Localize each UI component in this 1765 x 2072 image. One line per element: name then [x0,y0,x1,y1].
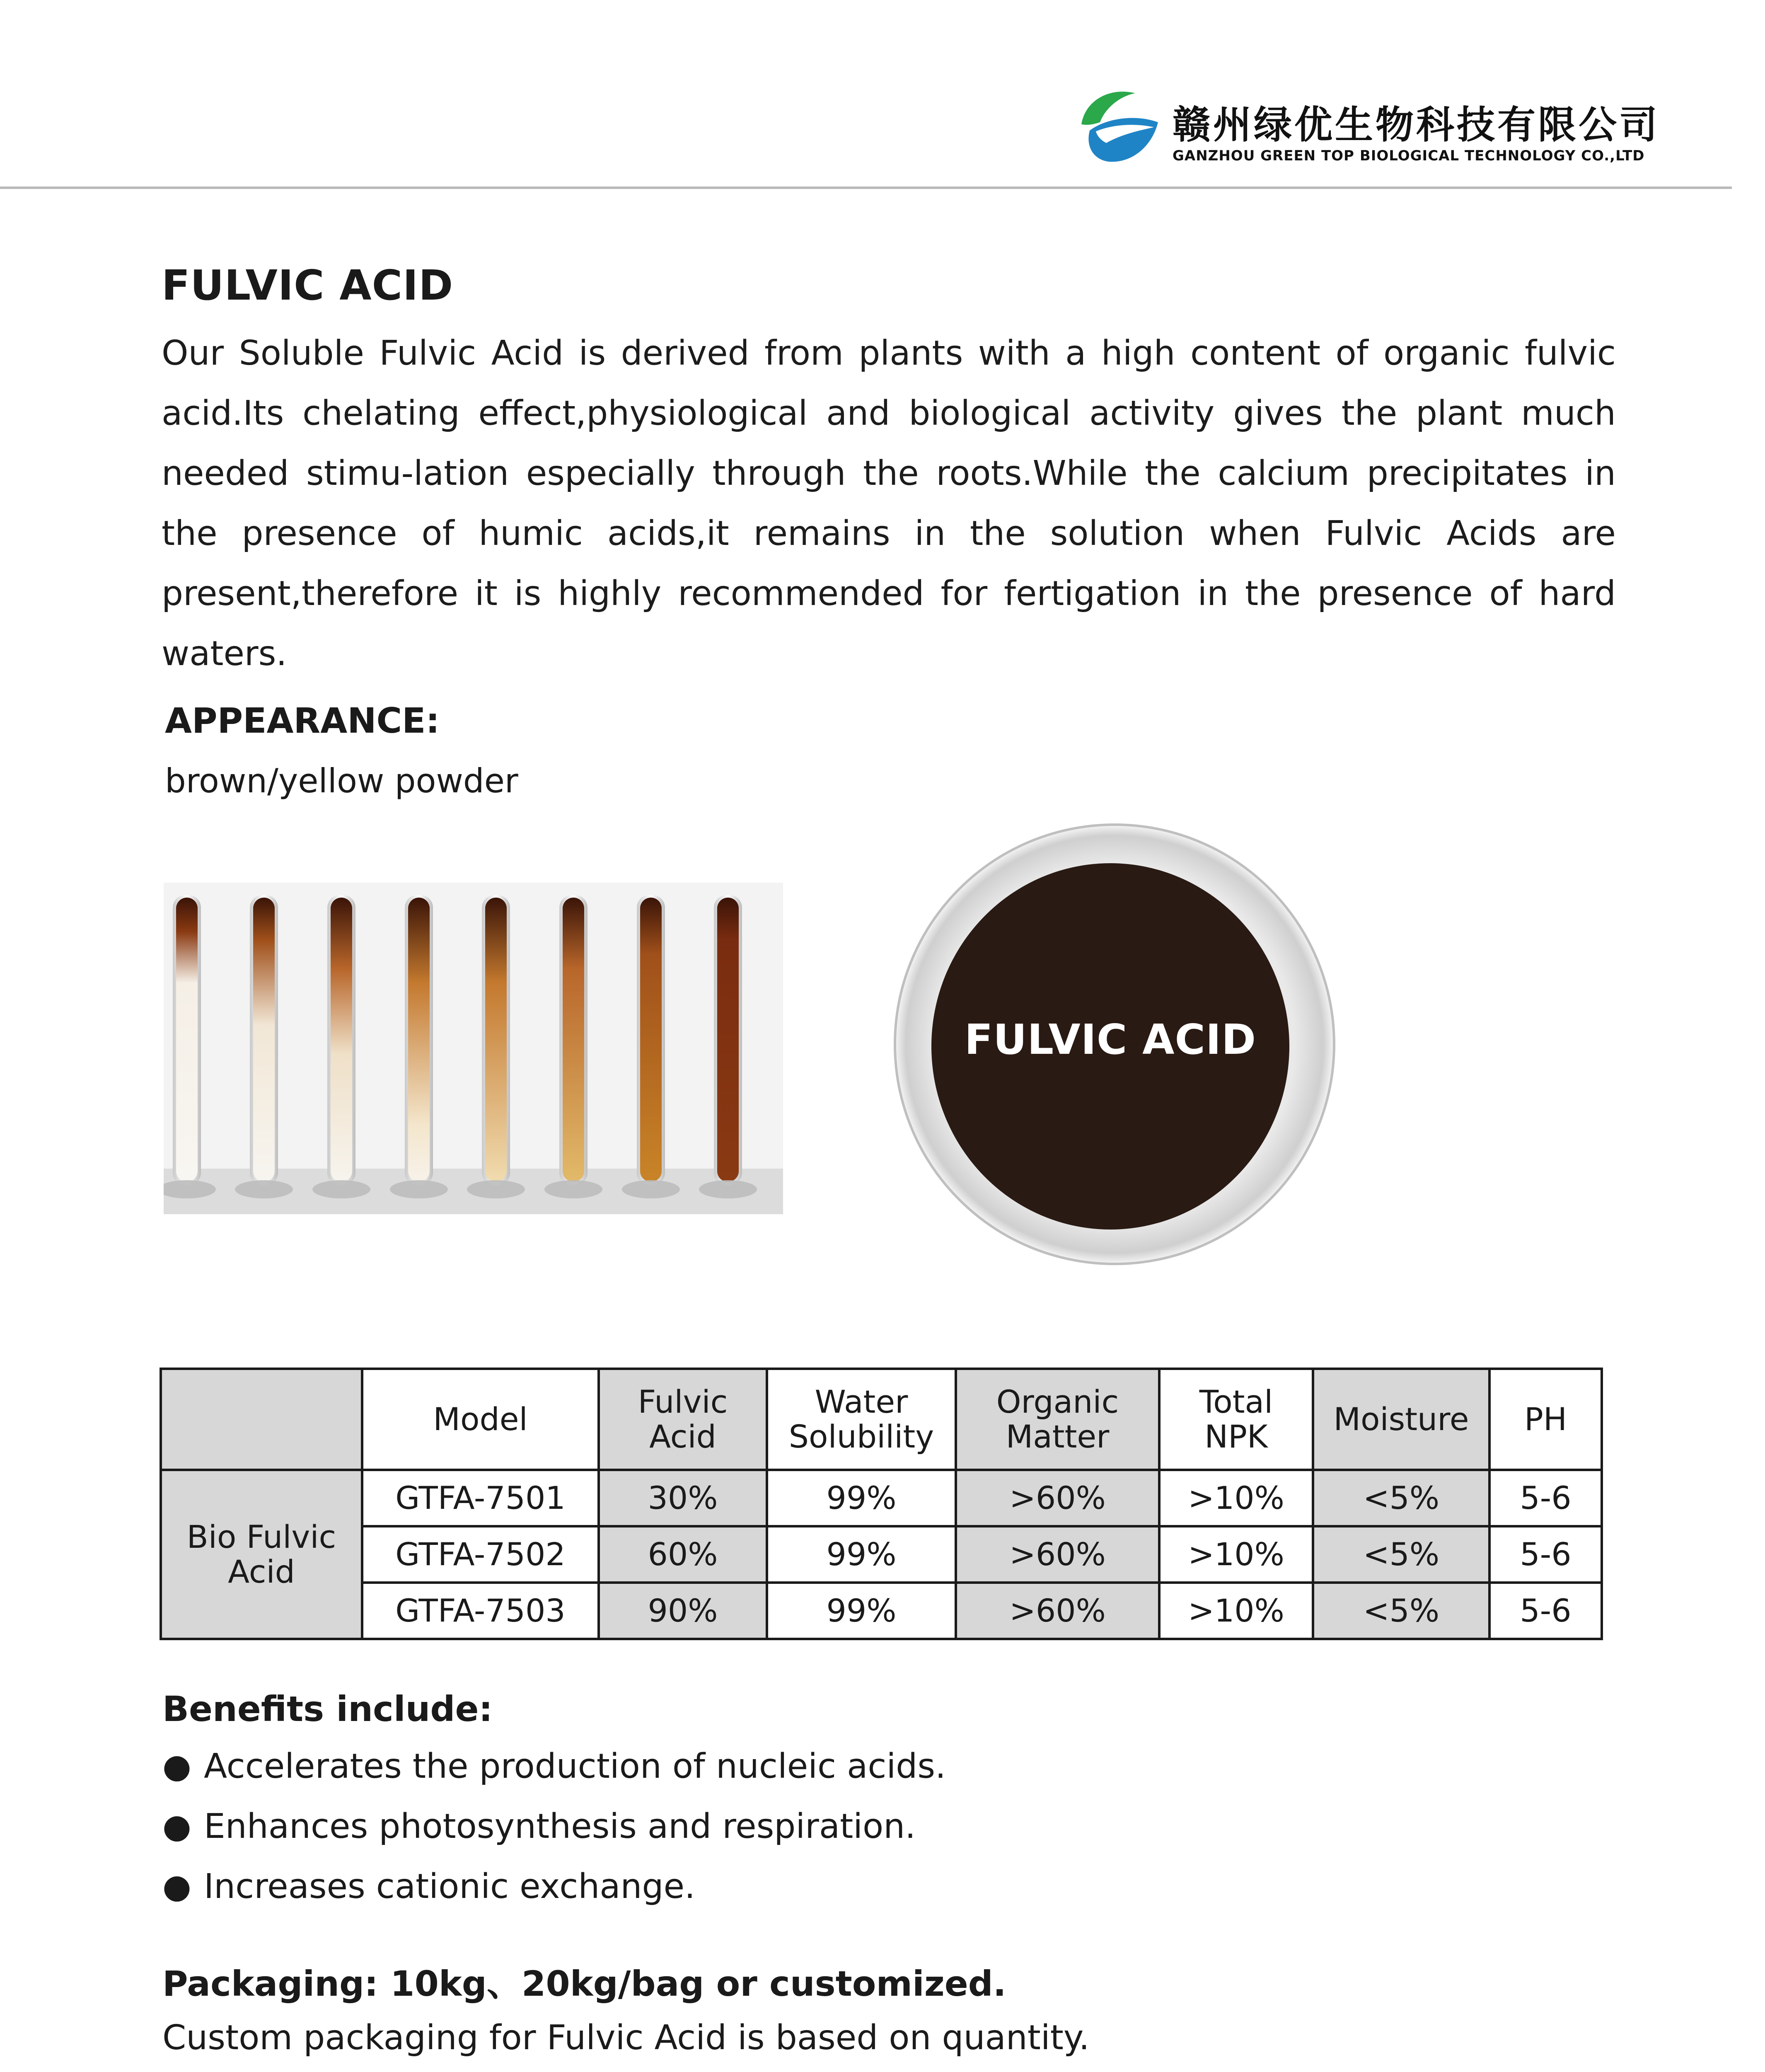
table-cell: 90% [599,1583,767,1639]
table-cell: >60% [956,1470,1159,1526]
list-item-text: Accelerates the production of nucleic acids. [204,1747,946,1786]
header-divider [0,186,1732,189]
list-item [162,1867,946,1927]
table-row [161,1470,1602,1526]
bullet-icon: ● [162,1807,191,1845]
table-cell: <5% [1313,1526,1489,1583]
table-row [161,1583,1602,1639]
benefits-list [162,1747,946,1927]
table-cell: GTFA-7502 [362,1526,599,1583]
table-cell: 30% [599,1470,767,1526]
appearance-label: APPEARANCE: [165,700,440,741]
table-header-cell: Fulvic Acid [599,1369,767,1470]
fulvic-acid-powder-image [891,821,1338,1268]
product-description: Our Soluble Fulvic Acid is derived from plants with a high content of organic fulvic acid.Its chelating effect,physiological and biological activity gives the plant much needed stimu-lation especially through the roots.While the calcium precipitates in the presence of humic acids,it remains in the solution when Fulvic Acids are present,therefore it is highly recommended for fertigation in the presence of hard waters. [162,334,1616,673]
table-cell: <5% [1313,1470,1489,1526]
table-header-cell: Moisture [1313,1369,1489,1470]
table-cell: 60% [599,1526,767,1583]
table-cell: >10% [1159,1526,1313,1583]
appearance-value: brown/yellow powder [165,762,518,800]
table-cell: 99% [767,1583,956,1639]
table-cell: <5% [1313,1583,1489,1639]
table-cell: >10% [1159,1470,1313,1526]
packaging-heading: Packaging: 10kg、20kg/bag or customized. [162,1963,1006,2004]
spec-table [160,1368,1603,1640]
list-item-text: Enhances photosynthesis and respiration. [204,1807,916,1846]
company-name-cn: 赣州绿优生物科技有限公司 [1173,103,1660,147]
table-cell: 5-6 [1489,1470,1602,1526]
table-cell: >10% [1159,1583,1313,1639]
page-title: FULVIC ACID [162,261,454,310]
bullet-icon: ● [162,1867,191,1905]
dissolving-test-tubes-image [164,883,783,1214]
table-cell: 99% [767,1526,956,1583]
table-cell: >60% [956,1583,1159,1639]
table-header-row [161,1369,1602,1470]
bullet-icon: ● [162,1747,191,1785]
table-cell: GTFA-7503 [362,1583,599,1639]
leaf-swoosh-icon [1077,85,1160,168]
table-header-cell: Total NPK [1159,1369,1313,1470]
table-header-cell: Organic Matter [956,1369,1159,1470]
table-cell: 5-6 [1489,1526,1602,1583]
table-header-cell [161,1369,362,1470]
packaging-note: Custom packaging for Fulvic Acid is based on quantity. [162,2018,1090,2057]
list-item [162,1807,946,1867]
company-name-en: GANZHOU GREEN TOP BIOLOGICAL TECHNOLOGY CO.,LTD [1173,148,1645,164]
list-item-text: Increases cationic exchange. [204,1867,696,1906]
table-header-cell: Water Solubility [767,1369,956,1470]
table-cell: GTFA-7501 [362,1470,599,1526]
table-row [161,1526,1602,1583]
table-header-cell: PH [1489,1369,1602,1470]
list-item [162,1747,946,1807]
table-group-cell: Bio Fulvic Acid [161,1470,362,1639]
table-header-cell: Model [362,1369,599,1470]
table-cell: 99% [767,1470,956,1526]
table-cell: 5-6 [1489,1583,1602,1639]
table-cell: >60% [956,1526,1159,1583]
benefits-heading: Benefits include: [162,1689,493,1729]
powder-label: FULVIC ACID [964,1015,1257,1064]
